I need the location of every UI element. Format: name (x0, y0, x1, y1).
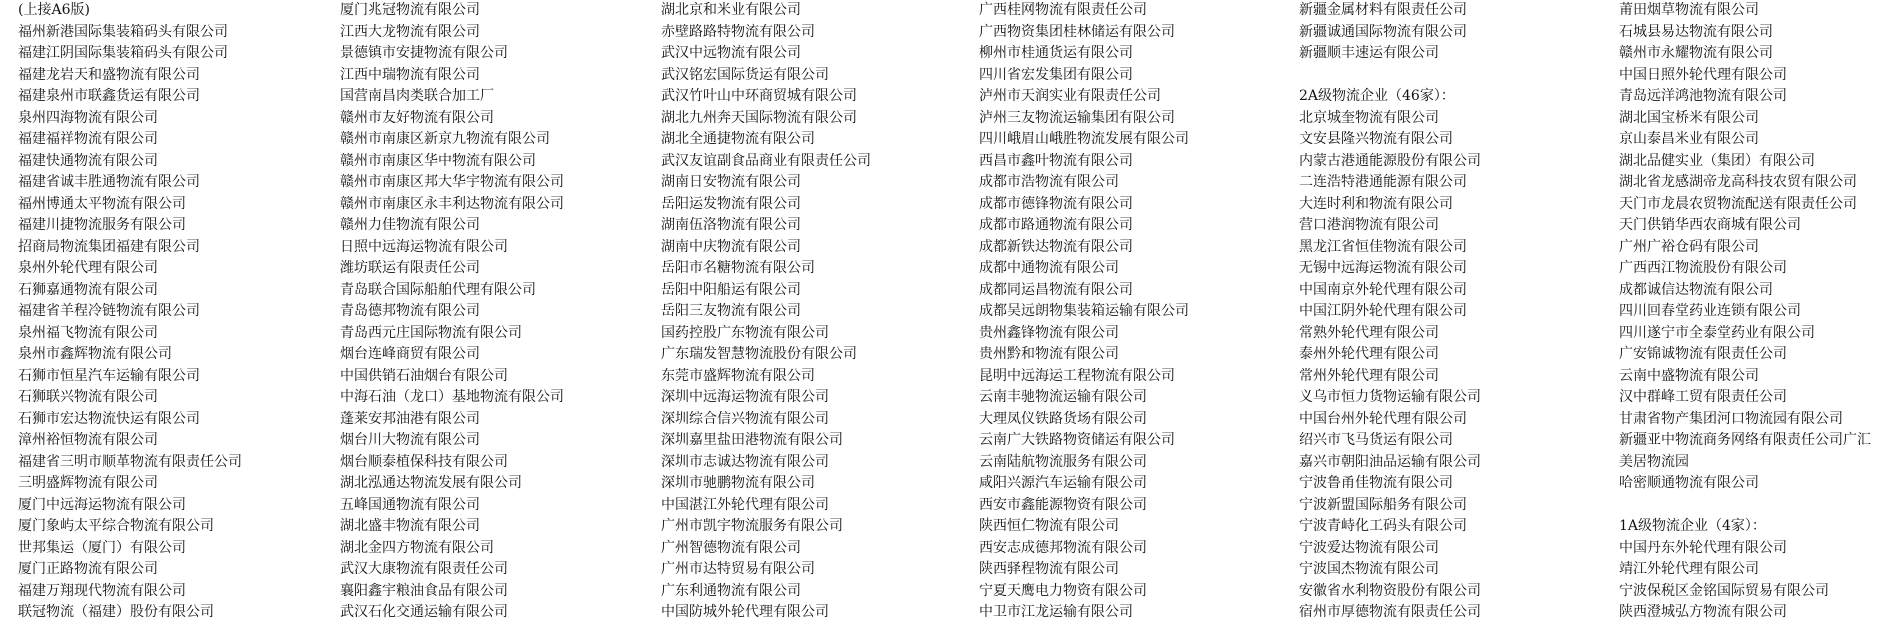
list-item: 宁波新盟国际船务有限公司 (1299, 496, 1467, 513)
list-item: 湖北省龙感湖帝龙高科技农贸有限公司 (1619, 174, 1857, 190)
list-item: 广东瑞发智慧物流股份有限公司 (661, 346, 857, 362)
list-item: 烟台顺泰植保科技有限公司 (340, 453, 508, 470)
list-item: 四川遂宁市全泰堂药业有限公司 (1619, 324, 1815, 341)
list-item: 武汉中远物流有限公司 (661, 45, 801, 61)
list-item: 福建快通物流有限公司 (18, 152, 158, 169)
spacer (1299, 65, 1619, 87)
list-item: 1A级物流企业（4家）： (1619, 518, 1766, 534)
list-item: 泸州市天润实业有限责任公司 (979, 88, 1161, 104)
list-item: 五峰国通物流有限公司 (340, 496, 480, 513)
list-item: 武汉友谊副食品商业有限责任公司 (661, 152, 871, 169)
list-item: 蓬莱安邦油港有限公司 (340, 410, 480, 427)
list-item: 广东利通物流有限公司 (661, 582, 801, 599)
list-item: 大连时利和物流有限公司 (1299, 195, 1453, 212)
list-item: 常熟外轮代理有限公司 (1299, 324, 1439, 341)
list-item: 三明盛辉物流有限公司 (18, 475, 158, 491)
list-item: 联冠物流（福建）股份有限公司 (18, 604, 214, 620)
list-item: 营口港润物流有限公司 (1299, 217, 1439, 233)
list-item: 文安县隆兴物流有限公司 (1299, 131, 1453, 147)
column-4 (979, 0, 1299, 624)
list-item: 岳阳三友物流有限公司 (661, 303, 801, 319)
list-item: 中国丹东外轮代理有限公司 (1619, 539, 1787, 556)
list-item: 厦门中远海运物流有限公司 (18, 496, 186, 513)
list-item: 世邦集运（厦门）有限公司 (18, 539, 186, 556)
list-item: 二连浩特港通能源有限公司 (1299, 174, 1467, 190)
list-item: 柳州市桂通货运有限公司 (979, 45, 1133, 61)
list-item: 泰州外轮代理有限公司 (1299, 346, 1439, 362)
list-item: 泉州市鑫辉物流有限公司 (18, 346, 172, 362)
column-5 (1299, 0, 1619, 624)
list-item: 无锡中远海运物流有限公司 (1299, 260, 1467, 276)
list-item: 石城县易达物流有限公司 (1619, 23, 1773, 40)
list-item: 中国湛江外轮代理有限公司 (661, 496, 829, 513)
list-item: 赣州市南康区邦大华宇物流有限公司 (340, 174, 564, 190)
list-item: 中国台州外轮代理有限公司 (1299, 410, 1467, 427)
list-item: 国营南昌肉类联合加工厂 (340, 88, 494, 104)
column-2 (340, 0, 661, 624)
list-item: 烟台连峰商贸有限公司 (340, 346, 480, 362)
list-item: 新疆金属材料有限责任公司 (1299, 2, 1467, 18)
list-item: 中国江阴外轮代理有限公司 (1299, 303, 1467, 319)
list-item: 武汉大康物流有限责任公司 (340, 561, 508, 577)
list-item: 福州新港国际集装箱码头有限公司 (18, 23, 228, 40)
list-item: 陕西驿程物流有限公司 (979, 561, 1119, 577)
list-item: 义乌市恒力货物运输有限公司 (1299, 389, 1481, 405)
list-item: 深圳市志诚达物流有限公司 (661, 453, 829, 470)
list-item: 青岛远洋鸿池物流有限公司 (1619, 88, 1787, 104)
list-item: 青岛联合国际船舶代理有限公司 (340, 281, 536, 298)
list-item: 安徽省水利物资股份有限公司 (1299, 582, 1481, 599)
list-item: 成都市路通物流有限公司 (979, 217, 1133, 233)
list-item: 新疆顺丰速运有限公司 (1299, 45, 1439, 61)
list-item: 中卫市江龙运输有限公司 (979, 604, 1133, 620)
list-item: 广州智德物流有限公司 (661, 539, 801, 556)
list-item: 四川回春堂药业连锁有限公司 (1619, 303, 1801, 319)
list-item: 深圳嘉里盐田港物流有限公司 (661, 432, 843, 448)
list-item: 湖北品健实业（集团）有限公司 (1619, 152, 1815, 169)
list-item: 云南广大铁路物资储运有限公司 (979, 432, 1175, 448)
list-item: 汉中群峰工贸有限责任公司 (1619, 389, 1787, 405)
list-item: 西昌市鑫叶物流有限公司 (979, 152, 1133, 169)
list-item: 东莞市盛辉物流有限公司 (661, 367, 815, 384)
list-item: 武汉铭宏国际货运有限公司 (661, 66, 829, 83)
list-item: 中国供销石油烟台有限公司 (340, 367, 508, 384)
list-item: 厦门象屿太平综合物流有限公司 (18, 518, 214, 534)
list-item: 云南陆航物流服务有限公司 (979, 453, 1147, 470)
list-item: 大理凤仪铁路货场有限公司 (979, 410, 1147, 427)
list-item: 四川省宏发集团有限公司 (979, 66, 1133, 83)
list-item: 福建省三明市顺革物流有限责任公司 (18, 453, 242, 470)
list-item: 宁波青峙化工码头有限公司 (1299, 518, 1467, 534)
list-item: 莆田烟草物流有限公司 (1619, 2, 1759, 18)
list-item: 成都新铁达物流有限公司 (979, 238, 1133, 255)
list-item: 广西西江物流股份有限公司 (1619, 260, 1787, 276)
list-item: 中国日照外轮代理有限公司 (1619, 66, 1787, 83)
list-item: 中国南京外轮代理有限公司 (1299, 281, 1467, 298)
list-item: 咸阳兴源汽车运输有限公司 (979, 475, 1147, 491)
list-item: 赣州市南康区华中物流有限公司 (340, 152, 536, 169)
list-item: 福建川捷物流服务有限公司 (18, 217, 186, 233)
list-item: 福建泉州市联鑫货运有限公司 (18, 88, 200, 104)
list-item: 福建福祥物流有限公司 (18, 131, 158, 147)
list-item: 中国防城外轮代理有限公司 (661, 604, 829, 620)
list-item: 江西大龙物流有限公司 (340, 23, 480, 40)
list-item: 天门供销华西农商城有限公司 (1619, 217, 1801, 233)
list-item: 靖江外轮代理有限公司 (1619, 561, 1759, 577)
list-item: 湖北金四方物流有限公司 (340, 539, 494, 556)
list-item: 赣州市友好物流有限公司 (340, 109, 494, 126)
list-item: 深圳中远海运物流有限公司 (661, 389, 829, 405)
list-item: 宁波爱达物流有限公司 (1299, 539, 1439, 556)
list-item: 云南丰驰物流运输有限公司 (979, 389, 1147, 405)
list-item: 深圳综合信兴物流有限公司 (661, 410, 829, 427)
list-item: 京山泰昌米业有限公司 (1619, 131, 1759, 147)
list-item: (上接A6版) (18, 2, 90, 18)
list-item: 青岛德邦物流有限公司 (340, 303, 480, 319)
list-item: 潍坊联运有限责任公司 (340, 260, 480, 276)
list-item: 广西桂网物流有限责任公司 (979, 2, 1147, 18)
list-item: 福建万翔现代物流有限公司 (18, 582, 186, 599)
list-item: 陕西澄城弘方物流有限公司 (1619, 604, 1787, 620)
list-item: 武汉竹叶山中环商贸城有限公司 (661, 88, 857, 104)
list-item: 新疆亚中物流商务网络有限责任公司广汇 (1619, 432, 1871, 448)
list-item: 赤壁路路特物流有限公司 (661, 23, 815, 40)
list-item: 绍兴市飞马货运有限公司 (1299, 432, 1453, 448)
spacer (1619, 495, 1899, 517)
list-item: 广州市达特贸易有限公司 (661, 561, 815, 577)
list-item: 中海石油（龙口）基地物流有限公司 (340, 389, 564, 405)
list-item: 陕西恒仁物流有限公司 (979, 518, 1119, 534)
list-item: 泉州外轮代理有限公司 (18, 260, 158, 276)
list-item: 烟台川大物流有限公司 (340, 432, 480, 448)
list-item: 石狮市恒星汽车运输有限公司 (18, 367, 200, 384)
list-item: 青岛西元庄国际物流有限公司 (340, 324, 522, 341)
list-item: 福建江阴国际集装箱码头有限公司 (18, 45, 228, 61)
list-item: 美居物流园 (1619, 453, 1689, 470)
list-item: 嘉兴市朝阳油品运输有限公司 (1299, 453, 1481, 470)
list-item: 石狮联兴物流有限公司 (18, 389, 158, 405)
list-item: 武汉石化交通运输有限公司 (340, 604, 508, 620)
list-item: 湖北国宝桥米有限公司 (1619, 109, 1759, 126)
list-item: 天门市龙晨农贸物流配送有限责任公司 (1619, 195, 1857, 212)
list-item: 成都市德锋物流有限公司 (979, 195, 1133, 212)
list-item: 湖北九州奔天国际物流有限公司 (661, 109, 857, 126)
list-item: 新疆诚通国际物流有限公司 (1299, 23, 1467, 40)
list-item: 福建龙岩天和盛物流有限公司 (18, 66, 200, 83)
list-item: 泉州四海物流有限公司 (18, 109, 158, 126)
list-item: 甘肃省物产集团河口物流园有限公司 (1619, 410, 1843, 427)
list-item: 赣州市南康区新京九物流有限公司 (340, 131, 550, 147)
list-item: 宁波国杰物流有限公司 (1299, 561, 1439, 577)
list-item: 湖北全通捷物流有限公司 (661, 131, 815, 147)
list-item: 贵州黔和物流有限公司 (979, 346, 1119, 362)
list-item: 江西中瑞物流有限公司 (340, 66, 480, 83)
list-item: 湖南日安物流有限公司 (661, 174, 801, 190)
list-item: 宁波保税区金铭国际贸易有限公司 (1619, 582, 1829, 599)
list-item: 招商局物流集团福建有限公司 (18, 238, 200, 255)
list-item: 成都吴远朗物集装箱运输有限公司 (979, 303, 1189, 319)
column-6 (1619, 0, 1899, 624)
list-item: 石狮市宏达物流快运有限公司 (18, 410, 200, 427)
list-item: 广州市凯宇物流服务有限公司 (661, 518, 843, 534)
list-item: 厦门兆冠物流有限公司 (340, 2, 480, 18)
list-item: 常州外轮代理有限公司 (1299, 367, 1439, 384)
list-item: 赣州市南康区永丰利达物流有限公司 (340, 195, 564, 212)
list-item: 日照中远海运物流有限公司 (340, 238, 508, 255)
list-item: 宁波鲁甬佳物流有限公司 (1299, 475, 1453, 491)
list-item: 内蒙古港通能源股份有限公司 (1299, 152, 1481, 169)
list-item: 岳阳运发物流有限公司 (661, 195, 801, 212)
list-item: 宿州市厚德物流有限责任公司 (1299, 604, 1481, 620)
list-item: 泸州三友物流运输集团有限公司 (979, 109, 1175, 126)
list-item: 宁夏天鹰电力物资有限公司 (979, 582, 1147, 599)
list-item: 成都中通物流有限公司 (979, 260, 1119, 276)
list-item: 四川峨眉山峨胜物流发展有限公司 (979, 131, 1189, 147)
list-item: 岳阳市名糖物流有限公司 (661, 260, 815, 276)
list-item: 西安市鑫能源物资有限公司 (979, 496, 1147, 513)
list-item: 广州广裕仓码有限公司 (1619, 238, 1759, 255)
list-item: 襄阳鑫宇粮油食品有限公司 (340, 582, 508, 599)
list-item: 广安锦诚物流有限责任公司 (1619, 346, 1787, 362)
list-item: 西安志成德邦物流有限公司 (979, 539, 1147, 556)
list-item: 成都诚信达物流有限公司 (1619, 281, 1773, 298)
list-item: 福建省诚丰胜通物流有限公司 (18, 174, 200, 190)
list-item: 成都同运昌物流有限公司 (979, 281, 1133, 298)
list-item: 湖北京和米业有限公司 (661, 2, 801, 18)
list-item: 福建省羊程冷链物流有限公司 (18, 303, 200, 319)
list-item: 北京城奎物流有限公司 (1299, 109, 1439, 126)
list-item: 岳阳中阳船运有限公司 (661, 281, 801, 298)
list-item: 深圳市驰鹏物流有限公司 (661, 475, 815, 491)
list-item: 云南中盛物流有限公司 (1619, 367, 1759, 384)
list-item: 湖南中庆物流有限公司 (661, 238, 801, 255)
list-item: 昆明中远海运工程物流有限公司 (979, 367, 1175, 384)
list-item: 广西物资集团桂林储运有限公司 (979, 23, 1175, 40)
list-item: 成都市浩物流有限公司 (979, 174, 1119, 190)
column-1 (18, 0, 340, 624)
list-item: 赣州市永耀物流有限公司 (1619, 45, 1773, 61)
list-item: 黑龙江省恒佳物流有限公司 (1299, 238, 1467, 255)
list-item: 赣州力佳物流有限公司 (340, 217, 480, 233)
list-item: 湖南伍洛物流有限公司 (661, 217, 801, 233)
list-item: 贵州鑫锋物流有限公司 (979, 324, 1119, 341)
list-item: 国药控股广东物流有限公司 (661, 324, 829, 341)
list-item: 湖北泓通达物流发展有限公司 (340, 475, 522, 491)
list-item: 漳州裕恒物流有限公司 (18, 432, 158, 448)
list-item: 福州博通太平物流有限公司 (18, 195, 186, 212)
list-item: 厦门正路物流有限公司 (18, 561, 158, 577)
list-item: 泉州福飞物流有限公司 (18, 324, 158, 341)
list-item: 哈密顺通物流有限公司 (1619, 475, 1759, 491)
list-item: 2A级物流企业（46家）： (1299, 88, 1455, 104)
list-item: 石狮嘉通物流有限公司 (18, 281, 158, 298)
list-item: 湖北盛丰物流有限公司 (340, 518, 480, 534)
column-3 (661, 0, 979, 624)
list-item: 景德镇市安捷物流有限公司 (340, 45, 508, 61)
